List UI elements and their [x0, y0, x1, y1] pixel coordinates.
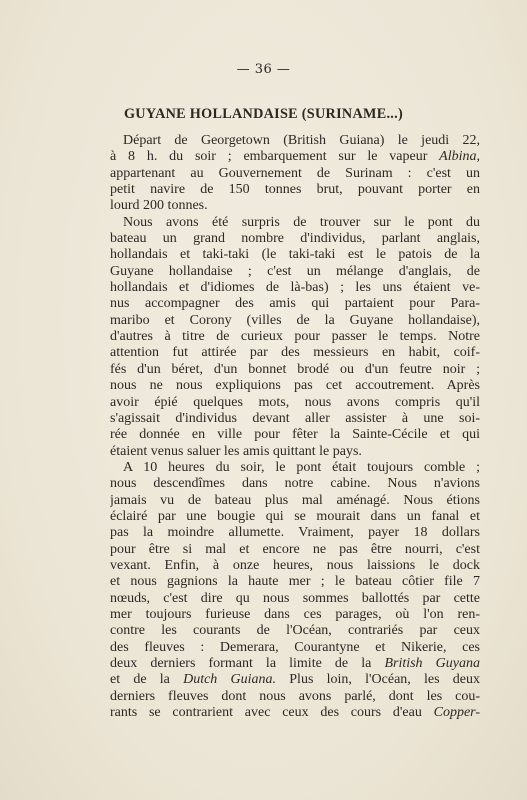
text-line: attention fut attirée par des messieurs en habit, coif-	[110, 345, 480, 361]
text-line: nous descendîmes dans notre cabine. Nous n'avions	[110, 476, 480, 492]
text-line: vexant. Enfin, à onze heures, nous laissions le dock	[110, 557, 480, 573]
text-line: deux derniers formant la limite de la British Guyana	[110, 656, 480, 671]
chapter-title: GUYANE HOLLANDAISE (SURINAME...)	[123, 106, 404, 122]
text-line: derniers fleuves dont nous avons parlé, dont les cou-	[110, 688, 480, 704]
text-line: nus accompagner des amis qui partaient pour Para-	[110, 296, 480, 312]
text-line: Guyane hollandaise ; c'est un mélange d'anglais, de	[110, 263, 480, 279]
text-line: d'autres à titre de curieux pour passer le temps. Notre	[110, 329, 480, 345]
text-line: bateau un grand nombre d'individus, parlant anglais,	[110, 231, 480, 247]
text-line: A 10 heures du soir, le pont était toujours comble ;	[123, 459, 480, 475]
text-line: des fleuves : Demerara, Courantyne et Nikerie, ces	[110, 639, 480, 655]
body-text	[110, 133, 480, 721]
text-line: contre les courants de l'Océan, contrariés par ceux	[110, 623, 480, 639]
text-line: et de la Dutch Guiana. Plus loin, l'Océan, les deux	[110, 672, 480, 688]
text-line: lourd 200 tonnes.	[110, 198, 208, 214]
text-line: mer toujours furieuse dans ces parages, où l'on ren-	[110, 606, 480, 622]
text-line: rée donnée en ville pour fêter la Sainte-Cécile et qui	[110, 427, 480, 443]
text-line: jamais vu de bateau plus mal aménagé. Nous étions	[110, 492, 480, 508]
text-line: nous ne nous expliquions pas cet accoutrement. Après	[110, 378, 480, 394]
text-line: Nous avons été surpris de trouver sur le pont du	[123, 214, 480, 230]
text-line: s'agissait d'individus devant aller assister à une soi-	[110, 410, 480, 426]
text-line: maribo et Corony (villes de la Guyane hollandaise),	[110, 312, 480, 328]
text-line: fés d'un béret, d'un bonnet brodé ou d'un feutre noir ;	[110, 361, 480, 377]
text-line: avoir épié quelques mots, nous avons compris qu'il	[110, 394, 480, 410]
text-line: éclairé par une bougie qui se mourait dans un fanal et	[110, 508, 480, 524]
text-line: petit navire de 150 tonnes brut, pouvant porter en	[110, 182, 480, 198]
text-line: hollandais et taki-taki (le taki-taki est le patois de la	[110, 247, 480, 263]
text-line: hollandais et d'idiomes de là-bas) ; les uns étaient ve-	[110, 280, 480, 296]
page-number: — 36 —	[236, 62, 291, 77]
text-line: pas la moindre allumette. Vraiment, payer 18 dollars	[110, 525, 480, 541]
text-line: Départ de Georgetown (British Guiana) le jeudi 22,	[123, 133, 480, 148]
text-line: appartenant au Gouvernement de Surinam : c'est un	[110, 165, 480, 181]
text-line: nœuds, c'est dire qu nous sommes ballottés par cette	[110, 590, 480, 606]
text-line: à 8 h. du soir ; embarquement sur le vapeur Albina,	[110, 149, 480, 165]
text-line: et nous gagnions la haute mer ; le bateau côtier file 7	[110, 574, 480, 590]
text-line: étaient venus saluer les amis quittant le pays.	[110, 443, 362, 459]
text-line: rants se contrarient avec ceux des cours d'eau Copper-	[110, 705, 480, 721]
text-line: pour être si mal et encore ne pas être nourri, c'est	[110, 541, 480, 557]
